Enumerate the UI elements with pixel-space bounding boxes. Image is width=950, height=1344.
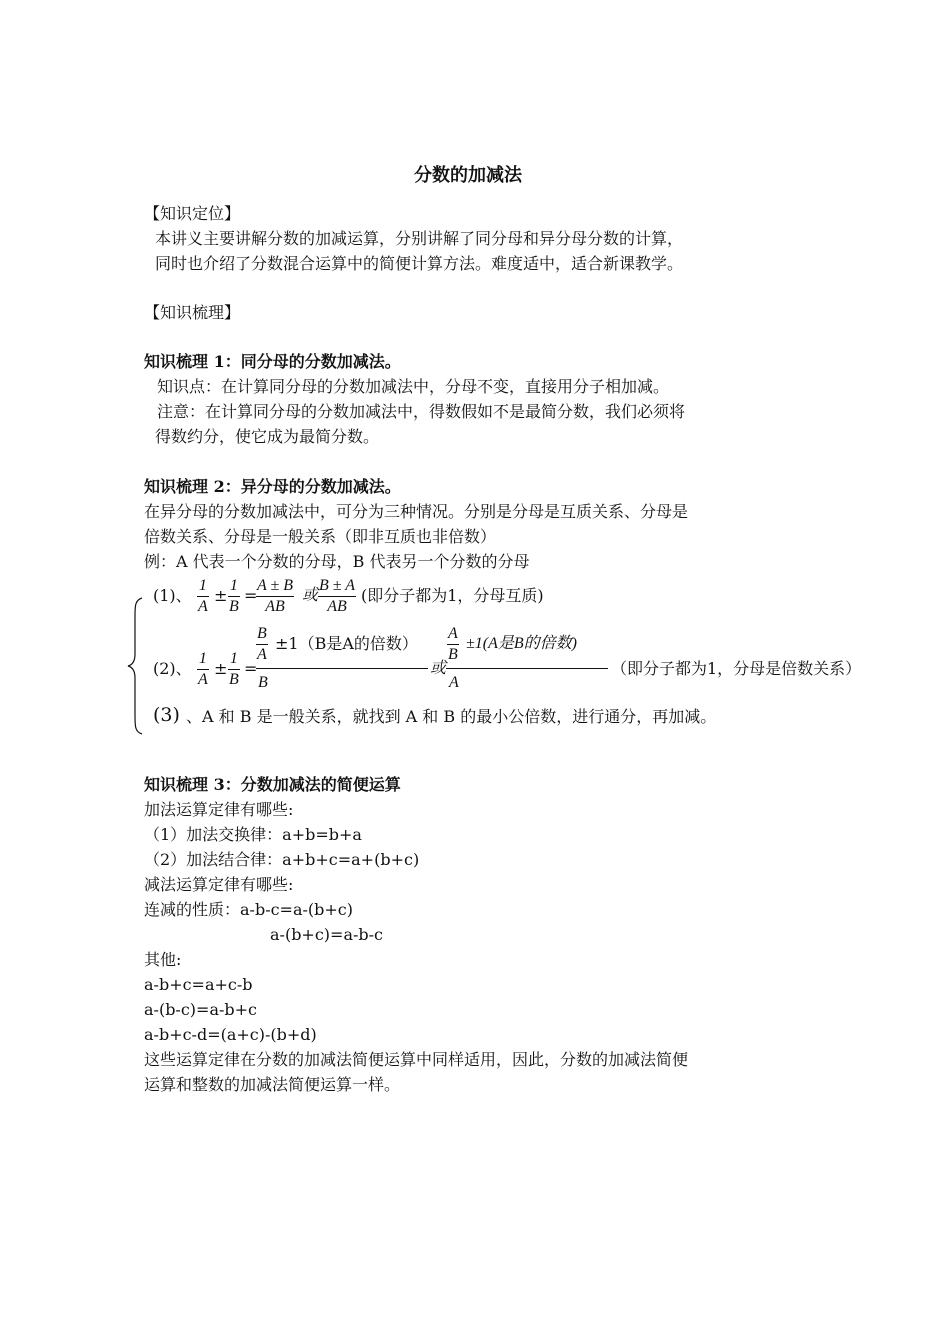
case2-pm: ± <box>214 659 228 678</box>
kp1-line-3: 得数约分，使它成为最简分数。 <box>155 427 380 446</box>
case1-frac-sum <box>256 576 294 617</box>
kp3-line-7: 其他: <box>144 950 182 969</box>
case2-label: (2)、 <box>153 659 192 678</box>
frac-denominator: A <box>198 671 208 688</box>
kp3-line-4: 减法运算定律有哪些: <box>144 875 294 894</box>
frac-denominator: AB <box>318 596 356 617</box>
section-heading-review: 【知识梳理】 <box>144 303 241 322</box>
frac-denominator: A <box>257 646 267 663</box>
kp3-line-9: a-(b-c)=a-b+c <box>144 1000 257 1019</box>
frac-numerator: B ± A <box>319 577 356 594</box>
frac-denominator: B <box>448 646 458 663</box>
case2-fraction-bar-1 <box>256 668 428 669</box>
case2-note: （即分子都为1，分母是倍数关系） <box>611 659 862 678</box>
kp3-line-8: a-b+c=a+c-b <box>144 975 253 994</box>
frac-numerator: 1 <box>198 650 207 667</box>
frac-numerator: 1 <box>229 650 238 667</box>
kp2-line-1: 在异分母的分数加减法中，可分为三种情况。分别是分母是互质关系、分母是 <box>144 502 689 521</box>
case2-sub1: ±1（B是A的倍数） <box>275 634 418 653</box>
kp3-line-6: a-(b+c)=a-b-c <box>270 925 383 944</box>
case2-denominator-b: B <box>258 674 268 691</box>
case1-label: (1)、 <box>153 586 192 605</box>
case2-inner-frac-a-over-b <box>447 624 459 665</box>
case1-frac-1-over-b <box>228 576 240 617</box>
frac-denominator: B <box>229 598 239 615</box>
frac-denominator: A <box>198 598 208 615</box>
kp1-heading: 知识梳理 1：同分母的分数加减法。 <box>144 352 401 371</box>
kp2-line-3: 例：A 代表一个分数的分母，B 代表另一个分数的分母 <box>144 552 530 571</box>
left-brace-icon <box>126 596 146 736</box>
case3-text: 、A 和 B 是一般关系，就找到 A 和 B 的最小公倍数，进行通分，再加减。 <box>186 707 717 726</box>
kp1-line-1: 知识点：在计算同分母的分数加减法中，分母不变，直接用分子相加减。 <box>157 377 670 396</box>
positioning-line-2: 同时也介绍了分数混合运算中的简便计算方法。难度适中，适合新课教学。 <box>155 254 684 273</box>
case2-inner-frac-b-over-a <box>256 624 268 665</box>
case2-frac-1-over-a <box>197 649 209 690</box>
case1-note: (即分子都为1，分母互质) <box>361 586 544 605</box>
frac-numerator: B <box>257 625 267 642</box>
case1-frac-1-over-a <box>197 576 209 617</box>
section-heading-positioning: 【知识定位】 <box>144 204 241 223</box>
case1-pm: ± <box>214 586 228 605</box>
case2-or: 或 <box>430 660 447 677</box>
case2-sub2: ±1(A是B的倍数) <box>466 635 577 652</box>
positioning-line-1: 本讲义主要讲解分数的加减运算，分别讲解了同分母和异分母分数的计算， <box>155 229 684 248</box>
frac-denominator: AB <box>256 596 294 617</box>
kp2-heading: 知识梳理 2：异分母的分数加减法。 <box>144 477 401 496</box>
kp3-line-10: a-b+c-d=(a+c)-(b+d) <box>144 1025 317 1044</box>
kp3-line-2: （1）加法交换律：a+b=b+a <box>144 825 362 844</box>
kp1-line-2: 注意：在计算同分母的分数加减法中，得数假如不是最简分数，我们必须将 <box>157 402 686 421</box>
case2-denominator-a: A <box>449 674 459 691</box>
case2-fraction-bar-2 <box>446 668 608 669</box>
kp3-line-5: 连减的性质：a-b-c=a-(b+c) <box>144 900 354 919</box>
case3-label: (3) <box>153 704 180 726</box>
case1-or: 或 <box>302 587 319 604</box>
case2-frac-1-over-b <box>228 649 240 690</box>
kp3-line-3: （2）加法结合律：a+b+c=a+(b+c) <box>144 850 420 869</box>
kp2-line-2: 倍数关系、分母是一般关系（即非互质也非倍数） <box>144 527 497 546</box>
kp3-line-12: 运算和整数的加减法简便运算一样。 <box>144 1075 401 1094</box>
frac-numerator: 1 <box>229 577 238 594</box>
frac-denominator: B <box>229 671 239 688</box>
case2-eq: = <box>244 659 258 678</box>
frac-numerator: A ± B <box>257 577 294 594</box>
frac-numerator: A <box>448 625 458 642</box>
frac-numerator: 1 <box>198 577 207 594</box>
case1-frac-sum-alt <box>318 576 356 617</box>
kp3-heading: 知识梳理 3：分数加减法的简便运算 <box>144 775 401 794</box>
page-title: 分数的加减法 <box>414 165 522 186</box>
case1-eq: = <box>244 586 258 605</box>
kp3-line-1: 加法运算定律有哪些: <box>144 800 294 819</box>
kp3-line-11: 这些运算定律在分数的加减法简便运算中同样适用，因此，分数的加减法简便 <box>144 1050 689 1069</box>
